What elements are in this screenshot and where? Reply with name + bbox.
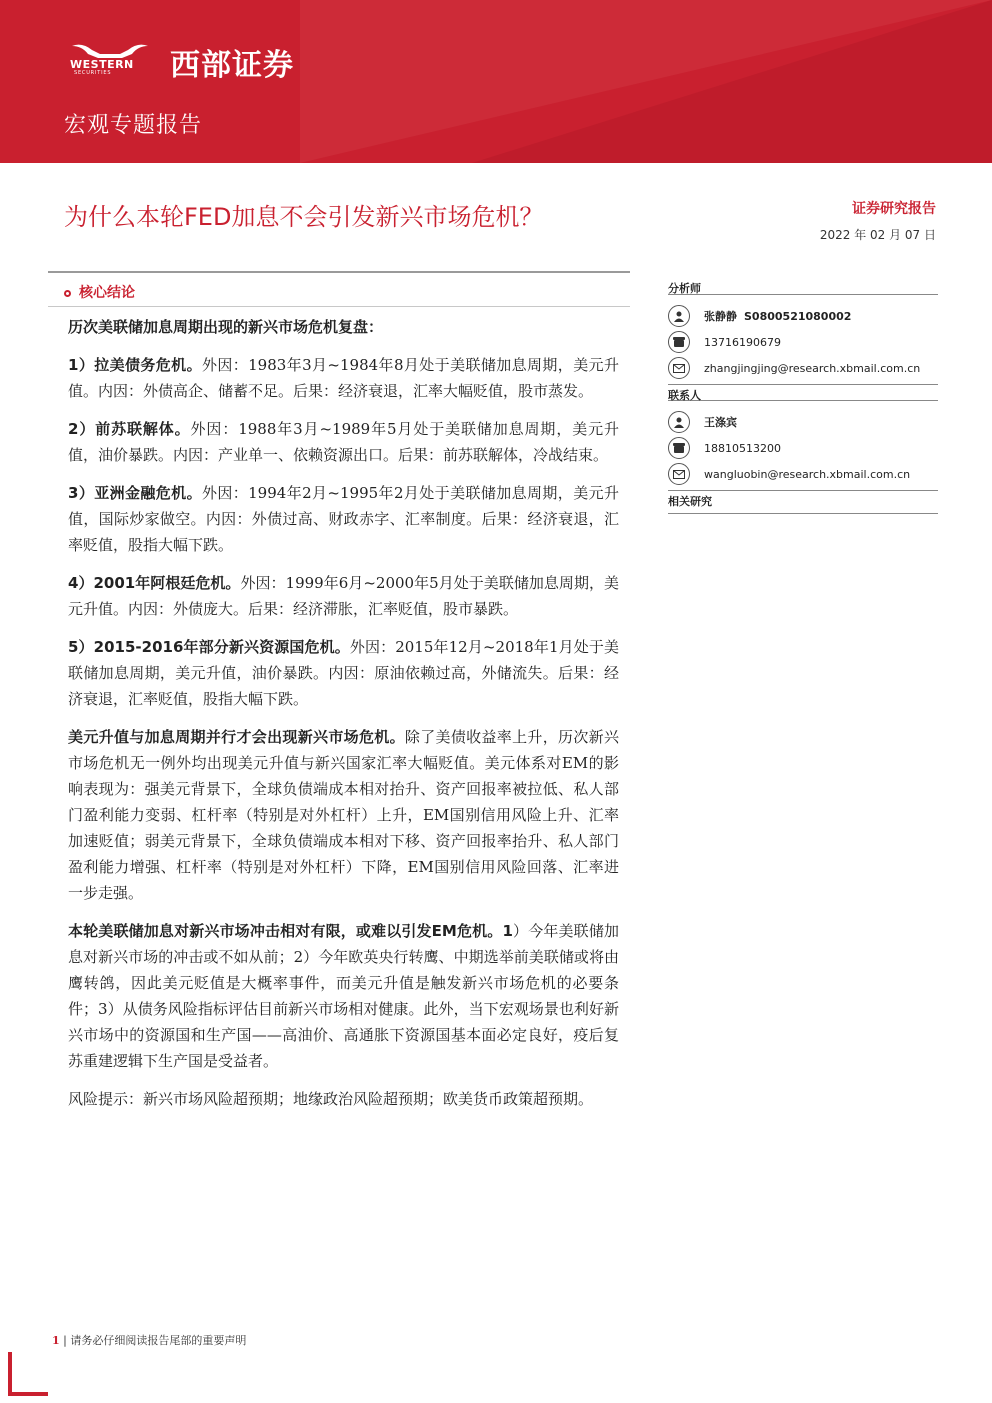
contact-phone-row xyxy=(668,435,938,461)
report-title: 为什么本轮FED加息不会引发新兴市场危机？ xyxy=(64,203,544,231)
mail-icon xyxy=(668,357,690,379)
banner-decoration-2 xyxy=(472,0,992,163)
mail-icon xyxy=(668,463,690,485)
disclaimer-notice: 请务必仔细阅读报告尾部的重要声明 xyxy=(70,1334,247,1347)
section-heading xyxy=(64,282,135,302)
paragraph xyxy=(68,724,619,906)
paragraph-text: 外因：1983年3月~1984年8月处于美联储加息周期，美元升值。内因：外债高企、储蓄不足。后果：经济衰退，汇率大幅贬值，股市蒸发。 xyxy=(68,356,619,400)
brand-en-small: SECURITIES xyxy=(74,70,112,76)
paragraph-text: 外因：1999年6月~2000年5月处于美联储加息周期，美元升值。内因：外债庞大。后果：经济滞胀，汇率贬值，股市暴跌。 xyxy=(68,574,619,618)
contact-name-row xyxy=(668,409,938,435)
paragraph xyxy=(68,918,619,1074)
analyst-phone: 13716190679 xyxy=(704,335,781,349)
brand-cn: 西部证券 xyxy=(170,48,294,83)
paragraph-text: 除了美债收益率上升，历次新兴市场危机无一例外均出现美元升值与新兴国家汇率大幅贬值。美元体系对EM的影响表现为：强美元背景下，全球负债端成本相对抬升、资产回报率被拉低、私人部门盈利能力变弱、杠杆率（特别是对外杠杆）上升，EM国别信用风险上升、汇率加速贬值；弱美元背景下，全球负债端成本相对下移、资产回报率抬升、私人部门盈利能力增强、杠杆率（特别是对外杠杆）下降，EM国别信用风险回落、汇率进一步走强。 xyxy=(68,728,619,902)
report-date: 2022 年 02 月 07 日 xyxy=(819,228,936,242)
bullet-icon xyxy=(64,290,71,297)
paragraph-lead: 3）亚洲金融危机。 xyxy=(68,484,202,502)
phone-icon xyxy=(668,437,690,459)
risk-note xyxy=(68,1086,619,1112)
paragraph-text: 外因：1988年3月~1989年5月处于美联储加息周期，美元升值，油价暴跌。内因：产业单一、依赖资源出口。后果：前苏联解体，冷战结束。 xyxy=(68,420,619,464)
analyst-name: 张静静 xyxy=(704,310,737,323)
analyst-label: 分析师 xyxy=(668,278,938,295)
analyst-email[interactable]: zhangjingjing@research.xbmail.com.cn xyxy=(704,361,921,375)
contact-phone: 18810513200 xyxy=(704,441,781,455)
paragraph-lead: 历次美联储加息周期出现的新兴市场危机复盘： xyxy=(68,318,384,336)
paragraph-text: 外因：1994年2月~1995年2月处于美联储加息周期，美元升值，国际炒家做空。内因：外债过高、财政赤字、汇率制度。后果：经济衰退，汇率贬值，股指大幅下跌。 xyxy=(68,484,619,554)
person-icon xyxy=(668,411,690,433)
paragraph-lead: 美元升值与加息周期并行才会出现新兴市场危机。 xyxy=(68,728,405,746)
paragraph xyxy=(68,416,619,468)
paragraph-lead: 1）拉美债务危机。 xyxy=(68,356,202,374)
analyst-cert: S0800521080002 xyxy=(744,309,852,323)
corner-mark xyxy=(8,1392,48,1396)
phone-icon xyxy=(668,331,690,353)
paragraph xyxy=(68,314,619,340)
contact-label: 联系人 xyxy=(668,384,938,401)
footer: 1 | 请务必仔细阅读报告尾部的重要声明 xyxy=(52,1334,247,1347)
contact-name: 王涤宾 xyxy=(704,416,737,429)
section-title: 核心结论 xyxy=(79,285,135,301)
sidebar xyxy=(668,278,938,514)
analyst-email-row xyxy=(668,355,938,381)
person-icon xyxy=(668,305,690,327)
paragraph-text: ）今年美联储加息对新兴市场的冲击或不如从前；2）今年欧英央行转鹰、中期选举前美联储或将由鹰转鸽，因此美元贬值是大概率事件，而美元升值是触发新兴市场危机的必要条件；3）从债务风险指标评估目前新兴市场相对健康。此外，当下宏观场景也利好新兴市场中的资源国和生产国——高油价、高通胀下资源国基本面必定良好，疫后复苏重建逻辑下生产国是受益者。 xyxy=(68,922,619,1070)
divider xyxy=(48,306,630,307)
paragraph-lead: 本轮美联储加息对新兴市场冲击相对有限，或难以引发EM危机。1 xyxy=(68,922,513,940)
report-series: 宏观专题报告 xyxy=(64,113,203,138)
divider xyxy=(48,271,630,273)
brand-en: WESTERN xyxy=(70,58,134,71)
related-research-label: 相关研究 xyxy=(668,490,938,514)
paragraph xyxy=(68,480,619,558)
paragraph xyxy=(68,352,619,404)
paragraph-lead: 2）前苏联解体。 xyxy=(68,420,191,438)
analyst-phone-row xyxy=(668,329,938,355)
paragraph-text: 外因：2015年12月~2018年1月处于美联储加息周期，美元升值，油价暴跌。内因：原油依赖过高，外储流失。后果：经济衰退，汇率贬值，股指大幅下跌。 xyxy=(68,638,619,708)
paragraph-text: 风险提示：新兴市场风险超预期；地缘政治风险超预期；欧美货币政策超预期。 xyxy=(68,1090,594,1108)
page-number: 1 xyxy=(52,1334,60,1347)
contact-email-row xyxy=(668,461,938,487)
contact-email[interactable]: wangluobin@research.xbmail.com.cn xyxy=(704,467,911,481)
body-text xyxy=(68,314,619,1124)
paragraph-lead: 4）2001年阿根廷危机。 xyxy=(68,574,241,592)
paragraph xyxy=(68,634,619,712)
corner-mark xyxy=(8,1352,12,1396)
paragraph xyxy=(68,570,619,622)
analyst-name-row xyxy=(668,303,938,329)
report-type: 证券研究报告 xyxy=(852,201,936,217)
header-banner xyxy=(0,0,992,163)
paragraph-lead: 5）2015-2016年部分新兴资源国危机。 xyxy=(68,638,350,656)
